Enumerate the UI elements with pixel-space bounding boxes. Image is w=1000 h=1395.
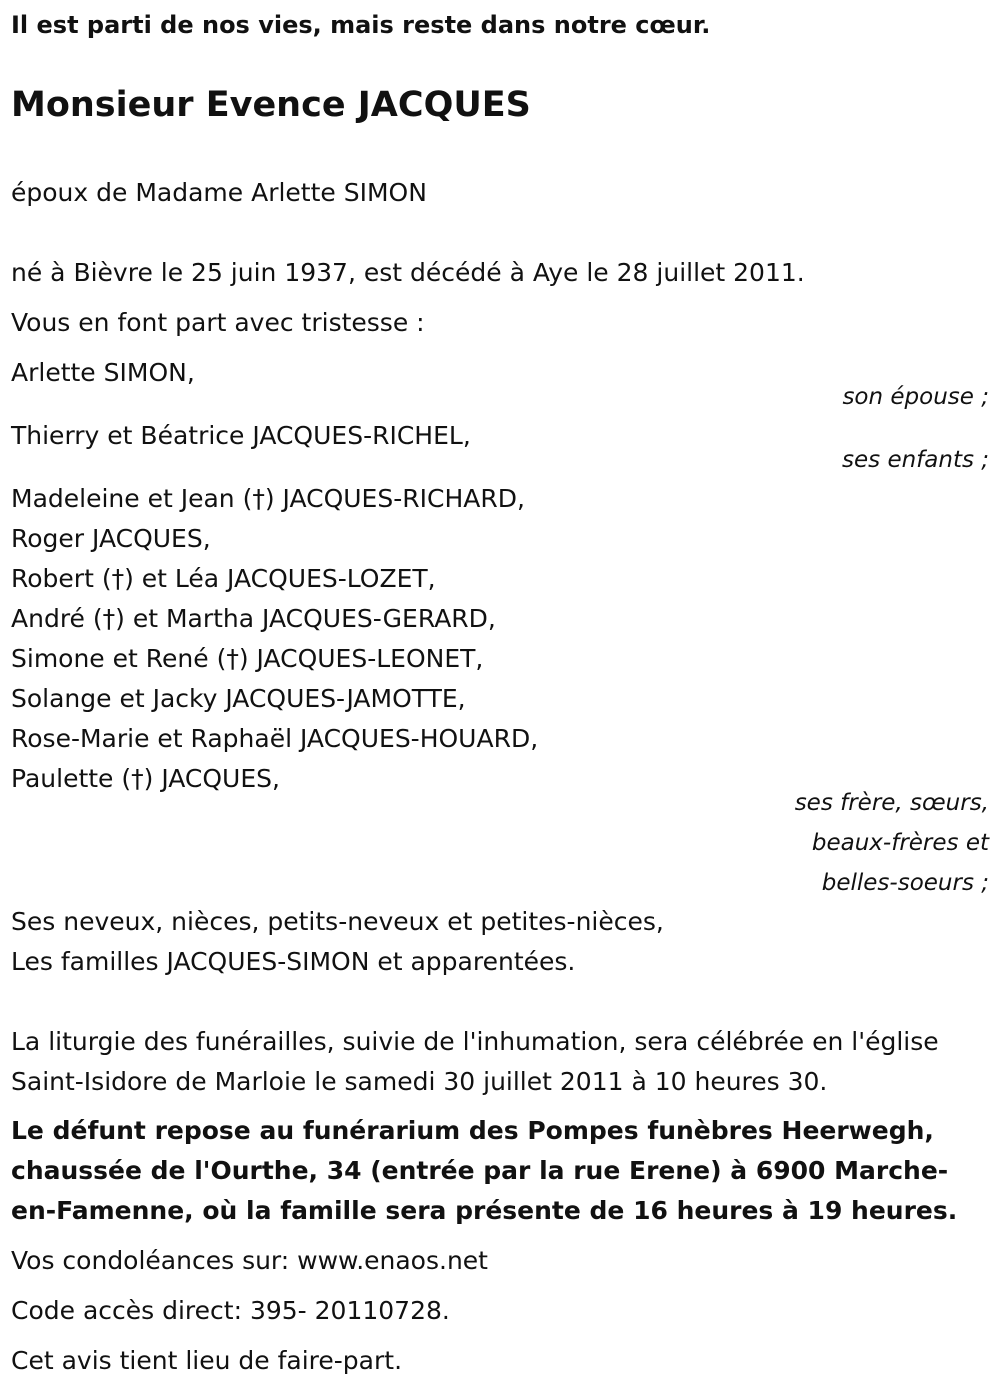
closing-line: Cet avis tient lieu de faire-part. — [11, 1346, 403, 1375]
epigraph: Il est parti de nos vies, mais reste dans notre cœur. — [11, 11, 711, 39]
intro-line: Vous en font part avec tristesse : — [11, 308, 425, 337]
mourner-name: Paulette (†) JACQUES, — [11, 764, 280, 793]
mourner-name: Madeleine et Jean (†) JACQUES-RICHARD, — [11, 484, 525, 513]
extended-family-line: Les familles JACQUES-SIMON et apparentées. — [11, 947, 576, 976]
liturgy-line: Saint-Isidore de Marloie le samedi 30 juillet 2011 à 10 heures 30. — [11, 1067, 828, 1096]
relation-label: belles-soeurs ; — [821, 870, 989, 896]
mourner-name: Thierry et Béatrice JACQUES-RICHEL, — [11, 421, 471, 450]
deceased-name-title: Monsieur Evence JACQUES — [11, 85, 531, 125]
extended-family-line: Ses neveux, nièces, petits-neveux et petites-nièces, — [11, 907, 664, 936]
mourner-name: Solange et Jacky JACQUES-JAMOTTE, — [11, 684, 466, 713]
liturgy-line: La liturgie des funérailles, suivie de l'inhumation, sera célébrée en l'église — [11, 1027, 939, 1056]
relation-label: ses frère, sœurs, — [794, 790, 989, 816]
mourner-name: Robert (†) et Léa JACQUES-LOZET, — [11, 564, 436, 593]
relation-label: son épouse ; — [842, 384, 989, 410]
relation-label: ses enfants ; — [842, 447, 989, 473]
mourner-name: Arlette SIMON, — [11, 358, 195, 387]
mourner-name: André (†) et Martha JACQUES-GERARD, — [11, 604, 496, 633]
relation-label: beaux-frères et — [811, 830, 989, 856]
condolences-line: Vos condoléances sur: www.enaos.net — [11, 1246, 488, 1275]
mourner-name: Simone et René (†) JACQUES-LEONET, — [11, 644, 484, 673]
funerarium-line: Le défunt repose au funérarium des Pompes funèbres Heerwegh, — [11, 1116, 934, 1145]
funerarium-line: chaussée de l'Ourthe, 34 (entrée par la rue Erene) à 6900 Marche- — [11, 1156, 949, 1185]
mourner-name: Roger JACQUES, — [11, 524, 211, 553]
birth-death-line: né à Bièvre le 25 juin 1937, est décédé à Aye le 28 juillet 2011. — [11, 258, 805, 287]
access-code-line: Code accès direct: 395- 20110728. — [11, 1296, 450, 1325]
mourner-name: Rose-Marie et Raphaël JACQUES-HOUARD, — [11, 724, 539, 753]
spouse-line: époux de Madame Arlette SIMON — [11, 178, 427, 207]
funerarium-line: en-Famenne, où la famille sera présente de 16 heures à 19 heures. — [11, 1196, 958, 1225]
